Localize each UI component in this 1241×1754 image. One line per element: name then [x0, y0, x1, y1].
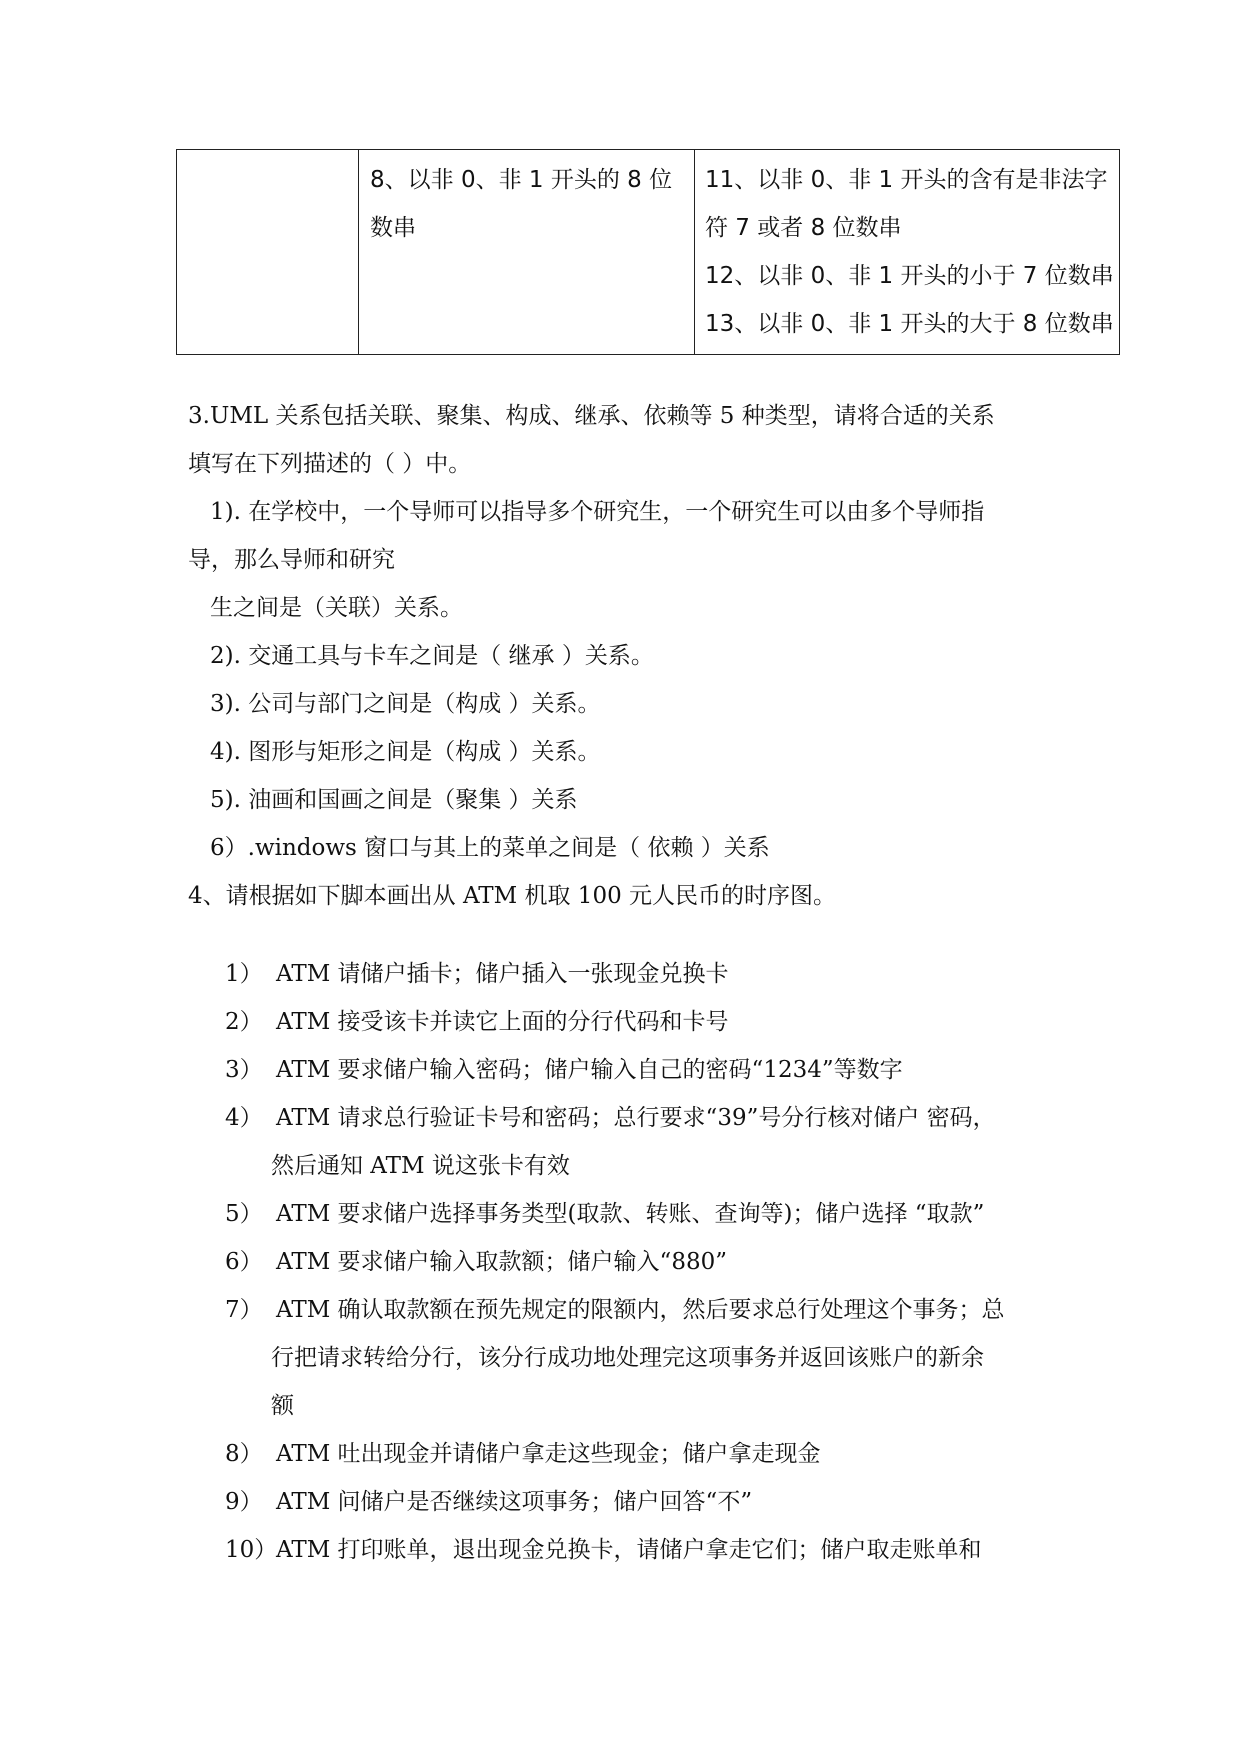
step-number: 1）	[225, 961, 263, 987]
step-3	[188, 1046, 1068, 1094]
step-text: ATM 吐出现金并请储户拿走这些现金；储户拿走现金	[276, 1441, 821, 1467]
step-line	[188, 950, 1068, 998]
step-line	[188, 998, 1068, 1046]
table-row	[177, 150, 1120, 355]
q4-title: 4、请根据如下脚本画出从 ATM 机取 100 元人民币的时序图。	[188, 883, 837, 909]
q3-item: 生之间是（关联）关系。	[210, 595, 463, 621]
step-2	[188, 998, 1068, 1046]
step-number: 7）	[225, 1297, 263, 1323]
step-number: 5）	[225, 1201, 263, 1227]
cell-line: 11、以非 0、非 1 开头的含有是非法字	[705, 167, 1108, 193]
step-text: ATM 问储户是否继续这项事务；储户回答“不”	[276, 1489, 753, 1515]
step-number: 3）	[225, 1057, 263, 1083]
step-number: 9）	[225, 1489, 263, 1515]
q3-item: 2). 交通工具与卡车之间是（ 继承 ）关系。	[210, 643, 654, 669]
q3-item: 5). 油画和国画之间是（聚集 ）关系	[210, 787, 578, 813]
step-line	[188, 1478, 1068, 1526]
step-text: ATM 要求储户输入取款额；储户输入“880”	[276, 1249, 727, 1275]
q3-intro-line: 3.UML 关系包括关联、聚集、构成、继承、依赖等 5 种类型，请将合适的关系	[188, 403, 995, 429]
step-line	[188, 1286, 1068, 1334]
cell-line: 8、以非 0、非 1 开头的 8 位	[370, 167, 673, 193]
step-10	[188, 1526, 1068, 1574]
step-line	[188, 1190, 1068, 1238]
step-number: 8）	[225, 1441, 263, 1467]
step-line	[188, 1526, 1068, 1574]
step-9	[188, 1478, 1068, 1526]
table-cell-invalid-cases	[695, 150, 1120, 355]
step-text: ATM 接受该卡并读它上面的分行代码和卡号	[276, 1009, 729, 1035]
step-line	[188, 1238, 1068, 1286]
step-text-continued: 额	[271, 1393, 294, 1419]
step-text: ATM 打印账单，退出现金兑换卡，请储户拿走它们；储户取走账单和	[276, 1537, 982, 1563]
step-6	[188, 1238, 1068, 1286]
cell-line: 数串	[370, 215, 416, 241]
q3-intro-line: 填写在下列描述的（ ）中。	[188, 451, 472, 477]
step-4	[188, 1094, 1068, 1190]
step-text: ATM 请求总行验证卡号和密码；总行要求“39”号分行核对储户 密码，	[276, 1105, 996, 1131]
table-cell-empty	[177, 150, 359, 355]
step-text: ATM 要求储户输入密码；储户输入自己的密码“1234”等数字	[276, 1057, 903, 1083]
step-number: 4）	[225, 1105, 263, 1131]
cell-line: 12、以非 0、非 1 开头的小于 7 位数串	[705, 263, 1114, 289]
step-line	[188, 1046, 1068, 1094]
step-text: ATM 确认取款额在预先规定的限额内，然后要求总行处理这个事务；总	[276, 1297, 1005, 1323]
q3-item: 导，那么导师和研究	[188, 547, 395, 573]
step-text-continued: 行把请求转给分行，该分行成功地处理完这项事务并返回该账户的新余	[271, 1345, 984, 1371]
cell-line: 13、以非 0、非 1 开头的大于 8 位数串	[705, 311, 1114, 337]
cell-line: 符 7 或者 8 位数串	[705, 215, 902, 241]
step-number: 2）	[225, 1009, 263, 1035]
step-5	[188, 1190, 1068, 1238]
atm-script-steps	[188, 950, 1068, 1574]
test-case-table	[176, 149, 1120, 355]
q3-item: 3). 公司与部门之间是（构成 ）关系。	[210, 691, 601, 717]
step-8	[188, 1430, 1068, 1478]
step-1	[188, 950, 1068, 998]
step-line	[188, 1094, 1068, 1142]
table-cell-valid-case	[359, 150, 695, 355]
step-text: ATM 要求储户选择事务类型(取款、转账、查询等)；储户选择 “取款”	[276, 1201, 985, 1227]
step-7	[188, 1286, 1068, 1430]
q3-item: 4). 图形与矩形之间是（构成 ）关系。	[210, 739, 601, 765]
step-number: 6）	[225, 1249, 263, 1275]
step-line	[188, 1430, 1068, 1478]
question-3	[188, 392, 1068, 920]
step-text-continued: 然后通知 ATM 说这张卡有效	[271, 1153, 570, 1179]
q3-item: 1). 在学校中，一个导师可以指导多个研究生，一个研究生可以由多个导师指	[210, 499, 985, 525]
step-text: ATM 请储户插卡；储户插入一张现金兑换卡	[276, 961, 729, 987]
step-number: 10）	[225, 1537, 278, 1563]
q3-item: 6）.windows 窗口与其上的菜单之间是（ 依赖 ）关系	[210, 835, 770, 861]
